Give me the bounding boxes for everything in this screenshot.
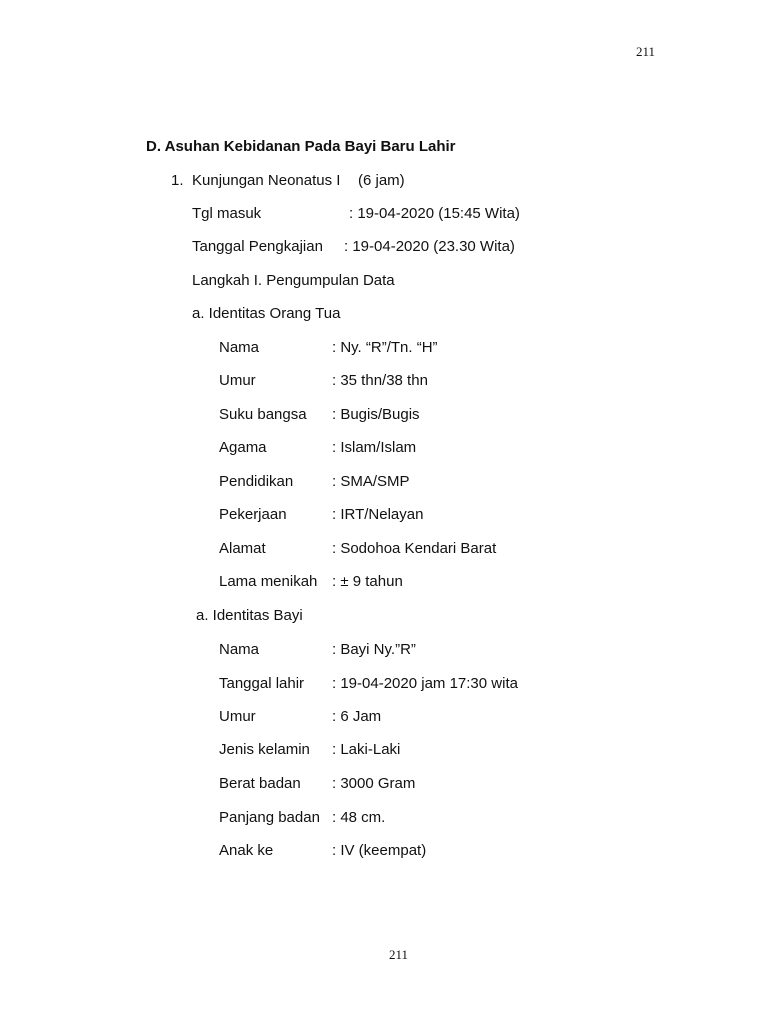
step-title: Langkah I. Pengumpulan Data: [192, 272, 395, 289]
parent-value: : Sodohoa Kendari Barat: [332, 540, 497, 557]
baby-value: : 3000 Gram: [332, 775, 416, 792]
parent-value: : ± 9 tahun: [332, 573, 403, 590]
baby-value: : Bayi Ny.”R”: [332, 641, 416, 658]
baby-heading: a. Identitas Bayi: [196, 607, 303, 624]
parent-value: : IRT/Nelayan: [332, 506, 424, 523]
parent-label: Nama: [219, 339, 260, 356]
parent-label: Lama menikah: [219, 573, 318, 590]
parent-label: Agama: [219, 439, 267, 456]
admission-value: : 19-04-2020 (15:45 Wita): [349, 205, 520, 222]
baby-label: Nama: [219, 641, 260, 658]
parent-value: : Ny. “R”/Tn. “H”: [332, 339, 438, 356]
parent-label: Pekerjaan: [219, 506, 287, 523]
assessment-label: Tanggal Pengkajian: [192, 238, 323, 255]
page-number-bottom: 211: [389, 947, 409, 962]
parent-value: : Islam/Islam: [332, 439, 417, 456]
visit-number: 1.: [171, 172, 184, 189]
baby-value: : 48 cm.: [332, 809, 386, 826]
baby-label: Panjang badan: [219, 809, 320, 826]
baby-value: : 19-04-2020 jam 17:30 wita: [332, 675, 518, 692]
baby-label: Umur: [219, 708, 256, 725]
baby-label: Tanggal lahir: [219, 675, 305, 692]
page-number-top: 211: [636, 44, 656, 59]
baby-value: : 6 Jam: [332, 708, 382, 725]
baby-value: : Laki-Laki: [332, 741, 401, 758]
visit-label: Kunjungan Neonatus I: [192, 172, 341, 189]
parent-label: Pendidikan: [219, 473, 294, 490]
parent-label: Alamat: [219, 540, 266, 557]
parent-value: : 35 thn/38 thn: [332, 372, 428, 389]
section-title: D. Asuhan Kebidanan Pada Bayi Baru Lahir: [146, 138, 456, 155]
baby-value: : IV (keempat): [332, 842, 427, 859]
parent-value: : SMA/SMP: [332, 473, 410, 490]
baby-label: Jenis kelamin: [219, 741, 310, 758]
baby-label: Berat badan: [219, 775, 301, 792]
admission-label: Tgl masuk: [192, 205, 262, 222]
parent-label: Suku bangsa: [219, 406, 307, 423]
visit-duration: (6 jam): [358, 172, 405, 189]
parents-heading: a. Identitas Orang Tua: [192, 305, 341, 322]
baby-label: Anak ke: [219, 842, 274, 859]
parent-value: : Bugis/Bugis: [332, 406, 420, 423]
assessment-value: : 19-04-2020 (23.30 Wita): [344, 238, 515, 255]
parent-label: Umur: [219, 372, 256, 389]
